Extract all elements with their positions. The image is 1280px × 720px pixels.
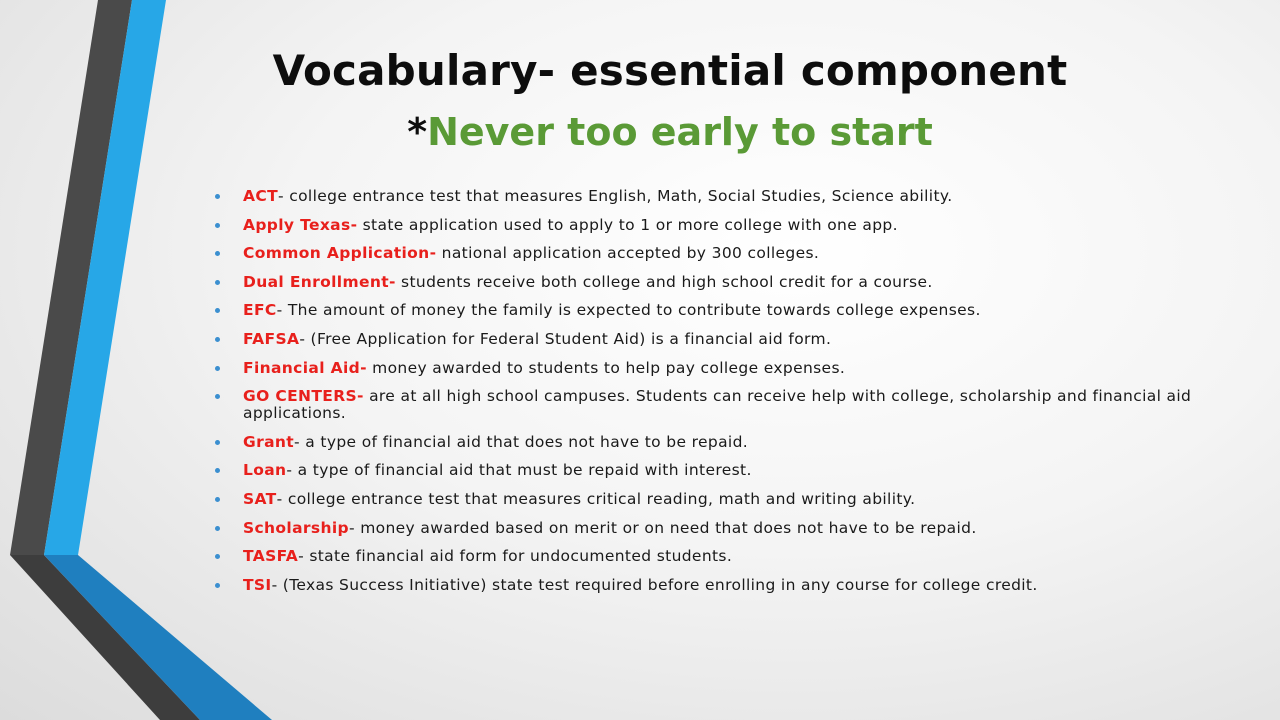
vocabulary-definition: state application used to apply to 1 or more college with one app.	[357, 215, 898, 234]
bullet-icon	[215, 223, 220, 228]
bullet-icon	[215, 468, 220, 473]
term-separator: -	[276, 301, 283, 320]
vocabulary-definition: state financial aid form for undocumented students.	[304, 547, 733, 566]
vocabulary-definition: college entrance test that measures English, Math, Social Studies, Science ability.	[283, 187, 953, 205]
vocabulary-definition: a type of financial aid that must be repaid with interest.	[292, 461, 752, 480]
term-separator: -	[278, 187, 284, 205]
slide-title: Vocabulary- essential component	[272, 46, 1068, 95]
subtitle-star: *	[407, 110, 428, 154]
vocabulary-term: SAT	[243, 489, 277, 508]
bullet-icon	[215, 280, 220, 285]
vocabulary-item	[215, 245, 1235, 262]
vocabulary-term: Loan	[243, 461, 287, 480]
slide-subtitle	[150, 110, 1190, 154]
term-separator: -	[360, 358, 367, 377]
vocabulary-definition: a type of financial aid that does not have to be repaid.	[299, 432, 749, 451]
vocabulary-item	[215, 331, 1235, 348]
vocabulary-term: ACT	[243, 187, 278, 205]
vocabulary-term: Financial Aid	[243, 358, 361, 377]
bullet-icon	[215, 394, 220, 399]
term-separator: -	[294, 432, 300, 451]
vocabulary-definition: college entrance test that measures critical reading, math and writing ability.	[282, 489, 916, 508]
vocabulary-item	[215, 548, 1235, 565]
vocabulary-item	[215, 217, 1235, 234]
bullet-icon	[215, 554, 220, 559]
term-separator: -	[299, 329, 306, 348]
vocabulary-term: TSI	[243, 575, 272, 594]
vocabulary-term: Scholarship	[243, 518, 349, 537]
vocabulary-list	[215, 188, 1235, 605]
vocabulary-definition: money awarded based on merit or on need that does not have to be repaid.	[354, 518, 977, 537]
vocabulary-item	[215, 520, 1235, 537]
term-separator: -	[298, 547, 305, 566]
vocabulary-item	[215, 434, 1235, 451]
vocabulary-term: Common Application	[243, 244, 430, 263]
vocabulary-definition: money awarded to students to help pay college expenses.	[366, 358, 846, 377]
bullet-icon	[215, 526, 220, 531]
vocabulary-definition: are at all high school campuses. Students can receive help with college, scholarship and financial aid applications.	[243, 387, 1192, 423]
vocabulary-definition: national application accepted by 300 colleges.	[436, 244, 820, 263]
vocabulary-item	[215, 274, 1235, 291]
term-separator: -	[350, 215, 358, 234]
vocabulary-definition: (Free Application for Federal Student Aid) is a financial aid form.	[305, 329, 832, 348]
bullet-icon	[215, 308, 220, 313]
vocabulary-item	[215, 577, 1235, 594]
term-separator: -	[357, 387, 364, 406]
term-separator: -	[276, 489, 283, 508]
vocabulary-item	[215, 302, 1235, 319]
term-separator: -	[348, 518, 355, 537]
vocabulary-item	[215, 462, 1235, 479]
subtitle-text: Never too early to start	[427, 110, 933, 154]
bullet-icon	[215, 194, 220, 199]
vocabulary-item	[215, 388, 1235, 422]
vocabulary-term: Apply Texas	[243, 215, 351, 234]
vocabulary-definition: students receive both college and high school credit for a course.	[395, 272, 933, 291]
term-separator: -	[429, 244, 437, 263]
vocabulary-term: Grant	[243, 432, 295, 451]
vocabulary-item	[215, 188, 1235, 205]
vocabulary-definition: (Texas Success Initiative) state test required before enrolling in any course for college credit.	[277, 575, 1038, 594]
bullet-icon	[215, 337, 220, 342]
bullet-icon	[215, 583, 220, 588]
vocabulary-term: TASFA	[243, 547, 299, 566]
bullet-icon	[215, 440, 220, 445]
term-separator: -	[271, 575, 278, 594]
bullet-icon	[215, 366, 220, 371]
term-separator: -	[286, 461, 293, 480]
vocabulary-term: Dual Enrollment	[243, 272, 389, 291]
vocabulary-term: GO CENTERS	[243, 387, 357, 406]
vocabulary-term: FAFSA	[243, 329, 300, 348]
term-separator: -	[388, 272, 396, 291]
vocabulary-definition: The amount of money the family is expected to contribute towards college expenses.	[282, 301, 981, 320]
bullet-icon	[215, 497, 220, 502]
vocabulary-term: EFC	[243, 301, 277, 320]
vocabulary-item	[215, 360, 1235, 377]
vocabulary-item	[215, 491, 1235, 508]
bullet-icon	[215, 251, 220, 256]
